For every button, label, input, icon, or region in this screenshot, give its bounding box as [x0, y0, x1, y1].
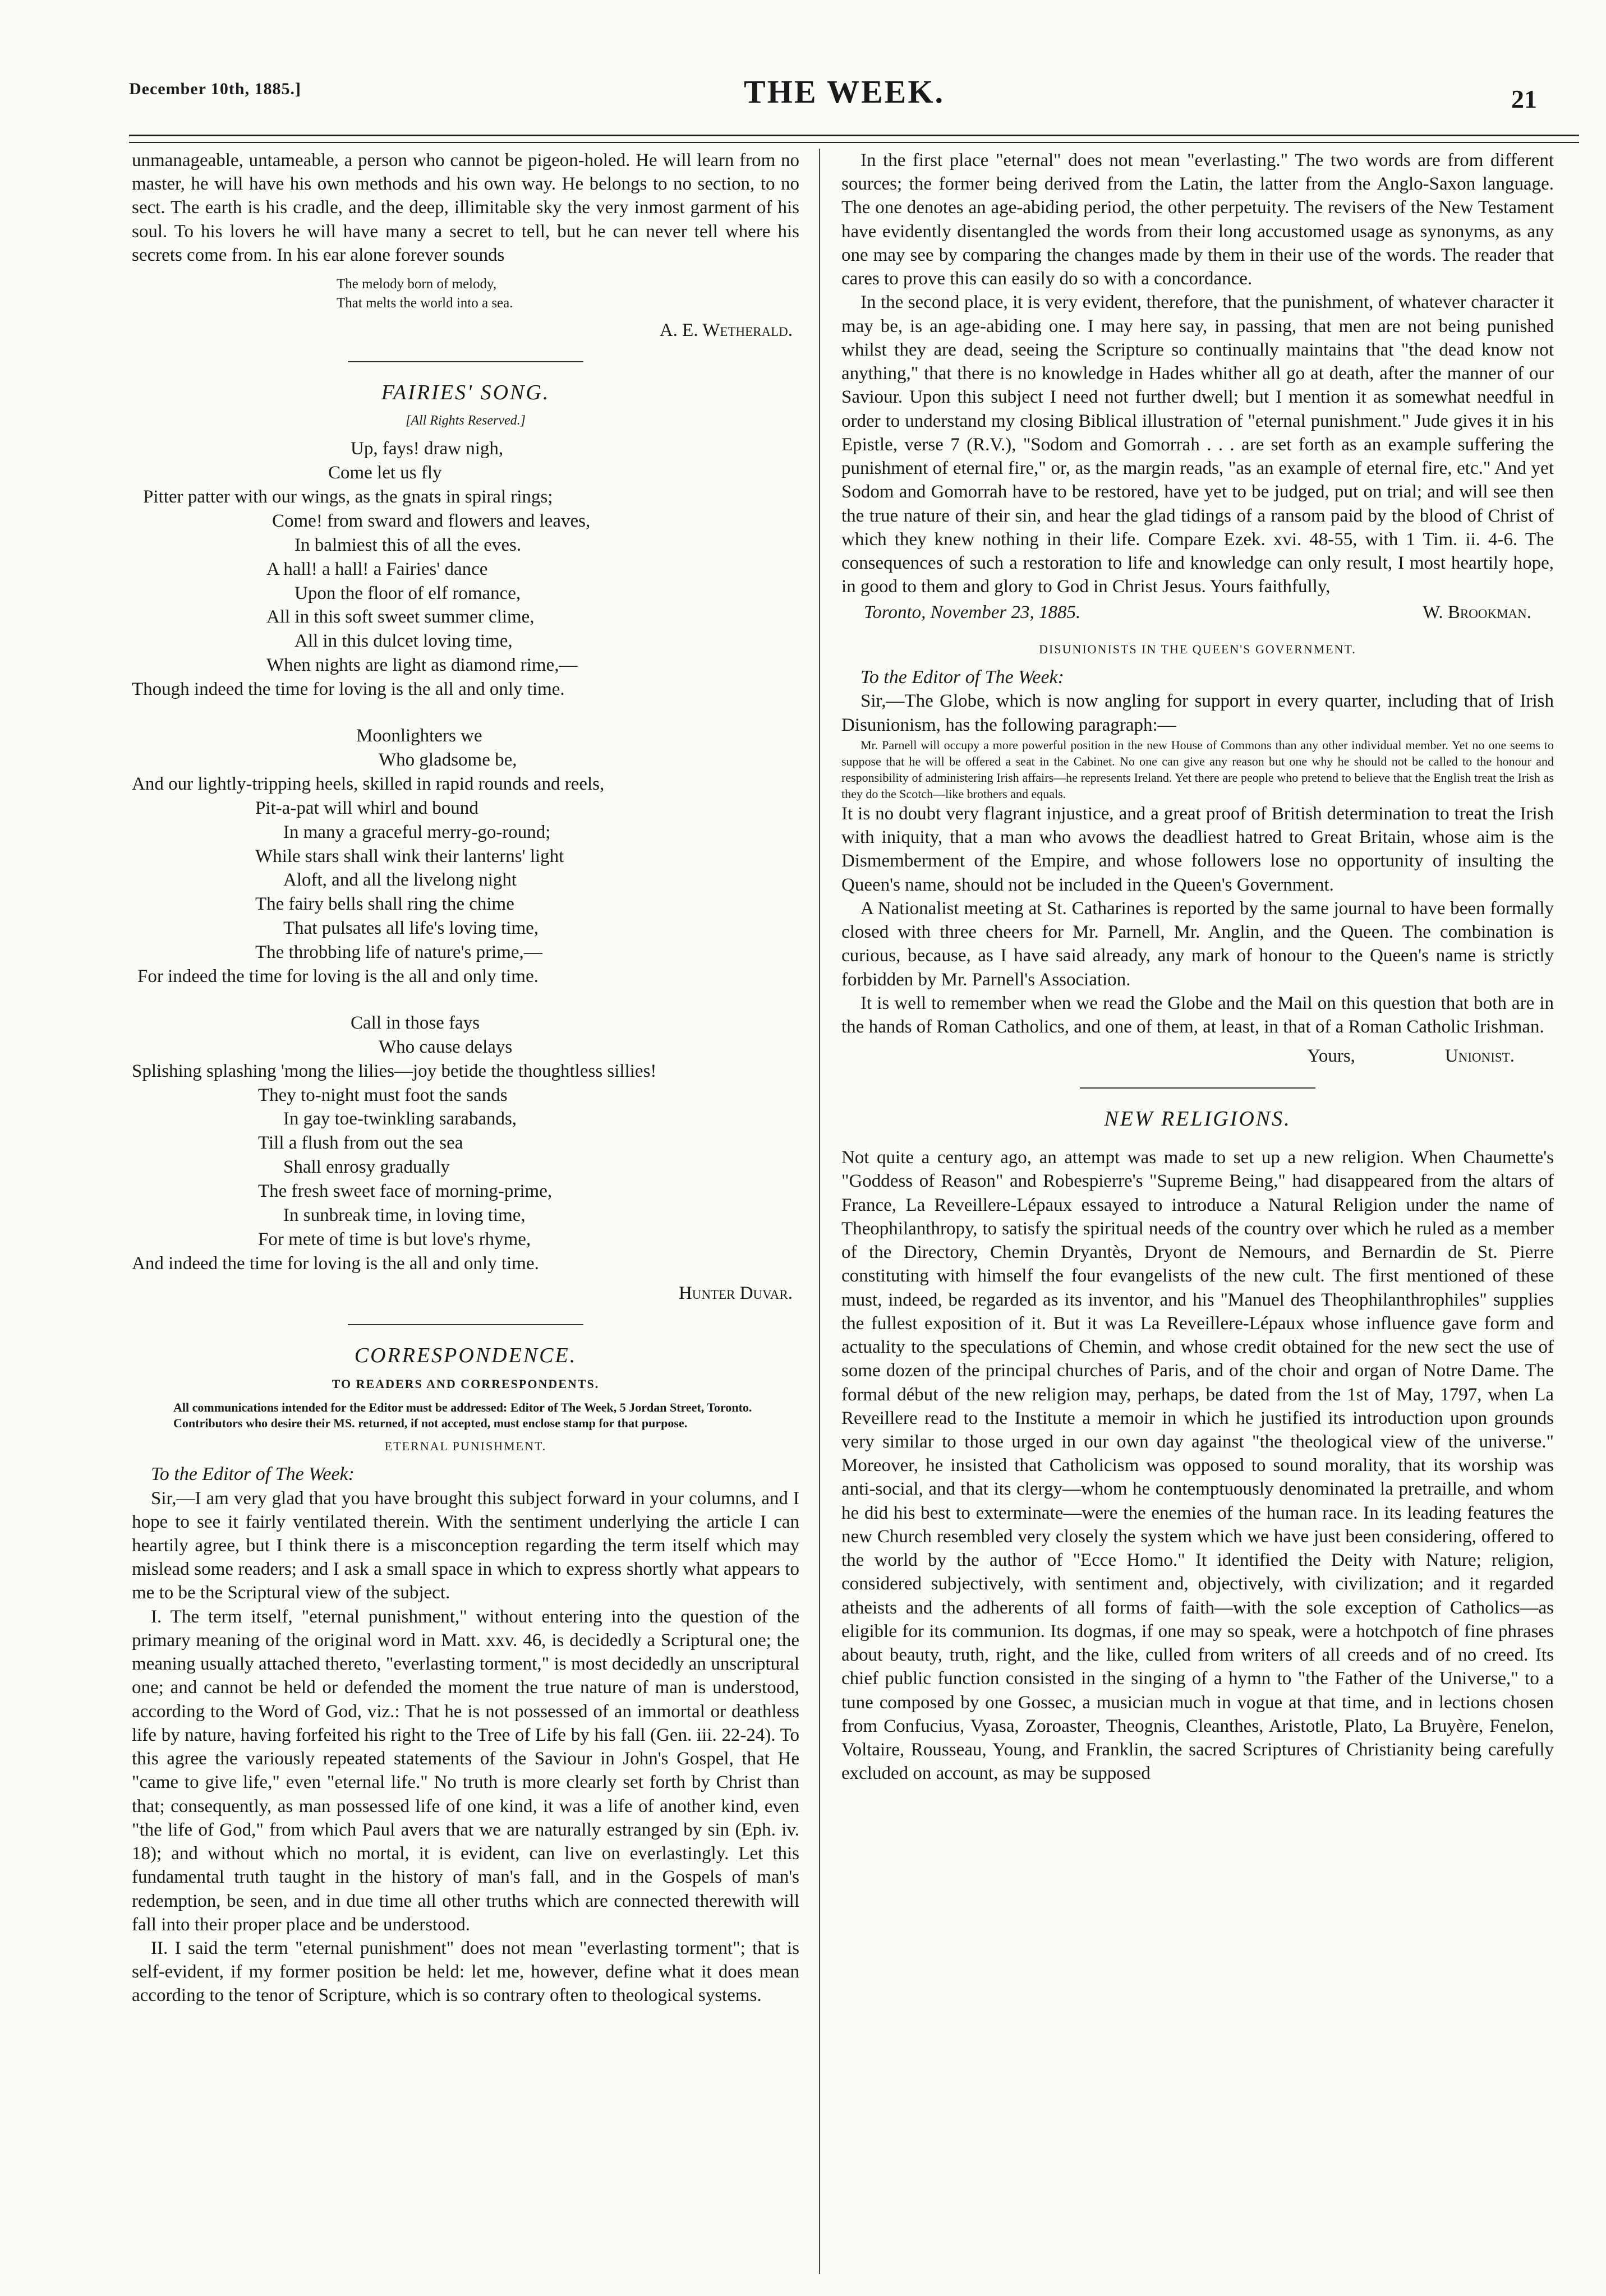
poem-line: In gay toe-twinkling sarabands, [283, 1109, 517, 1129]
verse-quotation [337, 275, 799, 313]
letter-heading: DISUNIONISTS IN THE QUEEN'S GOVERNMENT. [1039, 642, 1356, 656]
letter-paragraph: A Nationalist meeting at St. Catharines is reported by the same journal to have been formally closed with three cheers for Mr. Parnell, Mr. Anglin, and the Queen. The combination is curious, because, as I have said already, any mark of honour to the Queen's name is strictly forbidden by Mr. Parnell's Association. [841, 898, 1554, 990]
poem-line: Shall enrosy gradually [283, 1157, 450, 1178]
essay-paragraph: unmanageable, untameable, a person who cannot be pigeon-holed. He will learn from no master, he will have his own methods and his own way. He belongs to no section, to no sect. The earth is his cradle, and the deep, illimitable sky the very inmost garment of his soul. To his lovers he will have many a secret to tell, but he can never tell where his secrets come from. In his ear alone forever sounds [132, 150, 799, 265]
author-signature: Hunter Duvar. [678, 1283, 793, 1303]
letter-signature: W. Brookman. [1423, 602, 1531, 623]
editor-notice: Contributors who desire their MS. returned, if not accepted, must enclose stamp for that purpose. [173, 1416, 688, 1431]
letter-paragraph: Sir,—The Globe, which is now angling for support in every quarter, including that of Irish Disunionism, has the following paragraph:— [841, 691, 1554, 735]
letter-paragraph: I. The term itself, "eternal punishment," without entering into the question of the primary meaning of the original word in Matt. xxv. 46, is decidedly a Scriptural one; the meaning usually attached thereto, "everlasting torment," is most decidedly an unscriptural one; and cannot be held or defended the moment the true nature of man is understood, according to the Word of God, viz.: That he is not possessed of an immortal or deathless life by nature, having forfeited his right to the Tree of Life by his fall (Gen. iii. 22-24). To this agree the variously repeated statements of the Saviour in John's Gospel, that He "came to give life," even "eternal life." No truth is more clearly set forth by Christ than that; consequently, as man possessed life of one kind, it was a life of another kind, even "the life of God," from which Paul avers that we are naturally estranged by sin (Eph. iv. 18); and without which no mortal, it is evident, can live on everlastingly. Let this fundamental truth taught in the history of man's fall, and in the Gospels of man's redemption, be seen, and in due time all other truths which are connected therewith will fall into their proper place and be understood. [132, 1606, 799, 1935]
letter-paragraph: It is no doubt very flagrant injustice, and a great proof of British determination to treat the Irish with iniquity, that a man who avows the deadliest hatred to Great Britain, whose aim is the Dismemberment of the Empire, and whose followers lose no opportunity of insulting the Queen's name, should not be included in the Queen's Government. [841, 803, 1554, 895]
poem-line: Come! from sward and flowers and leaves, [272, 510, 591, 531]
poem-line: Pit-a-pat will whirl and bound [255, 797, 478, 818]
poem-line: In sunbreak time, in loving time, [283, 1205, 526, 1225]
section-divider [348, 1324, 583, 1325]
masthead [129, 67, 1559, 146]
poem-line: In many a graceful merry-go-round; [283, 822, 551, 842]
poem-line: For indeed the time for loving is the all and only time. [137, 966, 539, 986]
letter-paragraph: In the second place, it is very evident, therefore, that the punishment, of whatever character it may be, is an age-abiding one. I may here say, in passing, that men are not being punished whilst they are dead, seeing the Scripture so continually maintains that "the dead know not anything," that there is no knowledge in Hades whither all go at death, after the manner of our Saviour. Upon this subject I need not further dwell; but I mention it as somewhat needful in order to understand my closing Biblical illustration of "eternal punishment." Jude gives it in his Epistle, verse 7 (R.V.), "Sodom and Gomorrah . . . are set forth as an example suffering the punishment of eternal fire," or, as the margin reads, "as an example of eternal fire, etc." And yet Sodom and Gomorrah have to be restored, have yet to be judged, put on trial; and will see then the true nature of their sin, and hear the glad tidings of a ransom paid by the blood of Christ of which they knew nothing in their life. Compare Ezek. xvi. 48-55, with 1 Tim. ii. 4-6. The consequences of such a restoration to life and knowledge can only result, I most heartily hope, in good to them and glory to God in Christ Jesus. Yours faithfully, [841, 292, 1554, 597]
poem-line: For mete of time is but love's rhyme, [258, 1229, 531, 1250]
letter-salutation: To the Editor of The Week: [151, 1464, 355, 1484]
poem-line: Splishing splashing 'mong the lilies—joy betide the thoughtless sillies! [132, 1061, 657, 1081]
letter-salutation: To the Editor of The Week: [860, 666, 1064, 688]
verse-line: The melody born of melody, [337, 276, 497, 292]
letter-heading: ETERNAL PUNISHMENT. [384, 1439, 547, 1453]
correspondence-subhead: TO READERS AND CORRESPONDENTS. [332, 1376, 600, 1391]
poem-line: Call in those fays [351, 1012, 480, 1033]
section-divider [1080, 1087, 1315, 1089]
article-paragraph: Not quite a century ago, an attempt was made to set up a new religion. When Chaumette's "Goddess of Reason" and Robespierre's "Supreme Being," had disappeared from the altars of France, La Reveillere-Lépaux essayed to introduce a Natural Religion under the name of Theophilanthropy, to satisfy the spiritual needs of the country over which he ruled as a member of the Directory, Chemin Dryantès, Dryont de Nemours, and Bernardin de St. Pierre constituting with himself the four evangelists of the new cult. The first mentioned of these must, indeed, be regarded as its inventor, and his "Manuel des Theophilanthrophiles" supplies the fullest exposition of it. But it was La Reveillere-Lépaux whose influence gave form and actuality to the speculations of Chemin, and whose credit obtained for the new sect the use of some dozen of the principal churches of Paris, and of the choir and organ of Notre Dame. The formal début of the new religion may, perhaps, be dated from the 1st of May, 1797, when La Reveillere read to the Institute a memoir in which he justified its introduction upon grounds very similar to those urged in our own day against "the theological view of the universe." Moreover, he insisted that Catholicism was opposed to sound morality, that its worship was anti-social, and that its clergy—whom he contemptuously denominated la pretraille, and whom he did his best to exterminate—were the enemies of the human race. In its leading features the new Church resembled very closely the system which we have just been considering, offered to the world by the author of "Ecce Homo." It identified the Deity with Nature; religion, considered subjectively, with sentiment and, objectively, with civilization; and it regarded atheists and the adherents of all forms of faith—with the sole exception of Catholics—as eligible for its communion. Its dogmas, if one may so speak, were a hotchpotch of fine phrases about beauty, truth, right, and the like, culled from writers of all creeds and of no creed. Its chief public function consisted in the singing of a hymn to "the Father of the Universe," to a tune composed by one Gossec, a musician much in vogue at that time, and in lections chosen from Confucius, Vyasa, Zoroaster, Theognis, Cleanthes, Aristotle, Plato, La Bruyère, Fenelon, Voltaire, Rousseau, Young, and Franklin, the sacred Scriptures of Christianity being carefully excluded on account, as may be supposed [841, 1147, 1554, 1784]
poem-line: That pulsates all life's loving time, [283, 918, 539, 939]
poem-line: Pitter patter with our wings, as the gnats in spiral rings; [143, 487, 553, 508]
poem-line: Upon the floor of elf romance, [294, 583, 521, 603]
poem-line: Though indeed the time for loving is the all and only time. [132, 679, 565, 700]
poem-line: And our lightly-tripping heels, skilled in rapid rounds and reels, [132, 773, 605, 794]
issue-date: December 10th, 1885.] [129, 80, 302, 98]
poem-line: All in this soft sweet summer clime, [266, 607, 535, 628]
letter-paragraph: In the first place "eternal" does not mean "everlasting." The two words are from different sources; the former being derived from the Latin, the latter from the Anglo-Saxon language. The one denotes an age-abiding period, the other perpetuity. The revisers of the New Testament have evidently disentangled the words from their long accustomed usage as synonyms, as any one may see by comparing the changes made by them in their use of the words. The reader that cares to prove this can easily do so with a concordance. [841, 150, 1554, 289]
poem-line: Who cause delays [379, 1036, 513, 1057]
letter-date: Toronto, November 23, 1885. [864, 602, 1081, 623]
poem-line: The fairy bells shall ring the chime [255, 894, 514, 915]
column-divider [819, 149, 820, 2274]
poem-line: While stars shall wink their lanterns' light [255, 846, 564, 866]
poem-line: A hall! a hall! a Fairies' dance [266, 559, 488, 579]
poem-line: Up, fays! draw nigh, [351, 439, 504, 459]
section-divider [348, 361, 583, 362]
quoted-paragraph: Mr. Parnell will occupy a more powerful position in the new House of Commons than any other individual member. Yet no one seems to suppose that he will be offered a seat in the Cabinet. No one can give any reason but one why he should not be called to the honour and responsibility of administering Irish affairs—he represents Ireland. Yet there are people who pretend to believe that the English treat the Irish as they do the Scotch—like brothers and equals. [841, 737, 1554, 801]
correspondence-title: CORRESPONDENCE. [354, 1343, 577, 1367]
editor-notice: All communications intended for the Editor must be addressed: Editor of The Week, 5 Jordan Street, Toronto. [173, 1400, 752, 1414]
letter-paragraph: Sir,—I am very glad that you have brought this subject forward in your columns, and I hope to see it fairly ventilated therein. With the sentiment underlying the article I can heartily agree, but I think there is a misconception regarding the term itself which may mislead some readers; and I ask a small space in which to express shortly what appears to me to be the Scriptural view of the subject. [132, 1488, 799, 1603]
right-column [841, 149, 1554, 2274]
article-title: NEW RELIGIONS. [1104, 1106, 1291, 1131]
page-number: 21 [1511, 85, 1537, 113]
poem-line: Moonlighters we [356, 726, 482, 746]
letter-paragraph: II. I said the term "eternal punishment" does not mean "everlasting torment"; that is self-evident, if my former position be held: let me, however, define what it does mean according to the tenor of Scripture, which is so contrary often to theological systems. [132, 1938, 799, 2006]
masthead-rule [129, 135, 1579, 143]
poem-title: FAIRIES' SONG. [381, 380, 550, 404]
poem-line: They to-night must foot the sands [258, 1085, 508, 1105]
letter-dateline [841, 601, 1554, 624]
publication-title: THE WEEK. [744, 73, 945, 110]
poem-line: When nights are light as diamond rime,— [266, 655, 578, 676]
letter-signoff [841, 1044, 1554, 1068]
letter-paragraph: It is well to remember when we read the Globe and the Mail on this question that both are in the hands of Roman Catholics, and one of them, at least, in that of a Roman Catholic Irishman. [841, 993, 1554, 1038]
poem-stanza [132, 724, 799, 989]
poem-line: In balmiest this of all the eves. [294, 534, 522, 555]
rights-notice: [All Rights Reserved.] [406, 413, 526, 428]
poem-line: The fresh sweet face of morning-prime, [258, 1181, 553, 1202]
author-signature: A. E. Wetherald. [659, 320, 793, 340]
poem-line: Who gladsome be, [379, 749, 517, 770]
poem-line: Aloft, and all the livelong night [283, 870, 517, 891]
poem [132, 437, 799, 1275]
poem-stanza [132, 437, 799, 702]
poem-line: All in this dulcet loving time, [294, 631, 513, 652]
verse-line: That melts the world into a sea. [337, 295, 513, 311]
poem-line: Till a flush from out the sea [258, 1133, 463, 1154]
poem-line: Come let us fly [328, 463, 442, 483]
letter-signature: Unionist. [1444, 1046, 1515, 1067]
letter-closing: Yours, [1307, 1046, 1355, 1067]
poem-line: The throbbing life of nature's prime,— [255, 942, 542, 963]
left-column [132, 149, 799, 2274]
poem-stanza [132, 1011, 799, 1276]
poem-line: And indeed the time for loving is the all and only time. [132, 1253, 539, 1274]
